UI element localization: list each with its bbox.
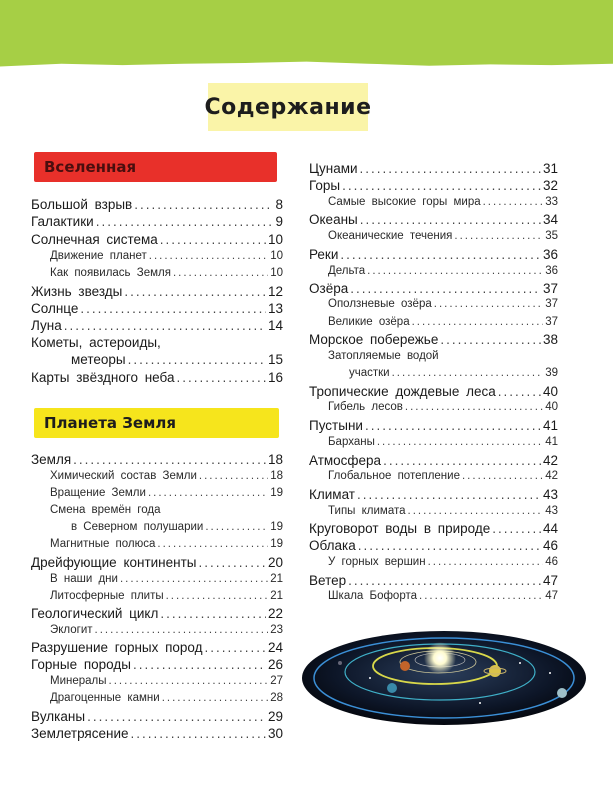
toc-entry	[31, 318, 283, 333]
toc-entry	[31, 470, 283, 482]
toc-page-number: 16	[267, 370, 283, 385]
toc-entry	[31, 214, 283, 229]
toc-entry-label: Галактики	[31, 214, 94, 229]
toc-entry-label: Вулканы	[31, 709, 86, 724]
toc-leader-dots	[357, 487, 541, 502]
toc-leader-dots	[173, 267, 268, 279]
toc-entry-label: Океаны	[309, 212, 358, 227]
toc-leader-dots	[149, 250, 268, 262]
toc-leader-dots	[87, 709, 266, 724]
toc-page-number: 42	[542, 453, 558, 468]
toc-entry	[31, 573, 283, 585]
toc-page-number: 37	[542, 281, 558, 296]
toc-page-number: 24	[267, 640, 283, 655]
toc-entry-label: метеоры	[71, 352, 126, 367]
toc-entry-label: Магнитные полюса	[50, 538, 156, 550]
page-title: Содержание	[204, 94, 372, 120]
toc-leader-dots	[160, 232, 266, 247]
toc-entry	[309, 573, 558, 588]
toc-page-number: 28	[270, 692, 283, 704]
toc-page-number: 47	[545, 590, 558, 602]
toc-page-number: 20	[267, 555, 283, 570]
toc-page-number: 10	[270, 267, 283, 279]
toc-leader-dots	[342, 178, 541, 193]
toc-leader-dots	[348, 573, 541, 588]
toc-entry	[309, 212, 558, 227]
toc-entry	[31, 504, 283, 516]
section-header-earth	[34, 408, 279, 438]
toc-leader-dots	[367, 265, 543, 277]
toc-entry-label: в Северном полушарии	[71, 521, 204, 533]
toc-leader-dots	[157, 538, 268, 550]
toc-page-number: 9	[275, 214, 283, 229]
section-header-universe	[34, 152, 277, 182]
toc-entry	[309, 298, 558, 310]
toc-entry-label: участки	[349, 367, 390, 379]
toc-entry-label: Эклогит	[50, 624, 93, 636]
toc-entry-label: В наши дни	[50, 573, 118, 585]
toc-entry-label: Пустыни	[309, 418, 363, 433]
toc-entry-label: Горы	[309, 178, 341, 193]
toc-entry-label: Атмосфера	[309, 453, 382, 468]
toc-entry	[309, 196, 558, 208]
toc-page-number: 37	[545, 316, 558, 328]
toc-entry-label: Ветер	[309, 573, 347, 588]
toc-leader-dots	[419, 590, 543, 602]
toc-leader-dots	[95, 624, 269, 636]
toc-leader-dots	[377, 436, 543, 448]
toc-entry-label: Самые высокие горы мира	[328, 196, 481, 208]
toc-entry	[31, 232, 283, 247]
toc-page-number: 29	[267, 709, 283, 724]
toc-leader-dots	[205, 640, 266, 655]
section-title: Планета Земля	[44, 414, 176, 432]
toc-leader-dots	[340, 247, 541, 262]
toc-leader-dots	[160, 606, 266, 621]
top-decorative-band	[0, 0, 613, 70]
toc-page-number: 18	[267, 452, 283, 467]
toc-entry	[31, 352, 283, 367]
toc-entry-label: Дельта	[328, 265, 366, 277]
toc-entry-label: Разрушение горных пород	[31, 640, 203, 655]
toc-entry	[31, 590, 283, 602]
toc-page-number: 38	[542, 332, 558, 347]
toc-entry-label: Солнце	[31, 301, 79, 316]
toc-page-number: 35	[545, 230, 558, 242]
toc-entry	[309, 436, 558, 448]
toc-leader-dots	[350, 281, 541, 296]
toc-entry	[31, 709, 283, 724]
toc-entry	[309, 265, 558, 277]
toc-leader-dots	[162, 692, 269, 704]
toc-entry-label: Цунами	[309, 161, 358, 176]
section-title: Вселенная	[44, 158, 137, 176]
toc-page-number: 34	[542, 212, 558, 227]
toc-entry-label: Морское побережье	[309, 332, 439, 347]
toc-entry	[309, 178, 558, 193]
toc-page-number: 33	[545, 196, 558, 208]
toc-entry-label: Затопляемые водой	[328, 350, 439, 362]
toc-entry	[309, 230, 558, 242]
toc-entry-label: Шкала Бофорта	[328, 590, 417, 602]
toc-leader-dots	[166, 590, 269, 602]
toc-page-number: 43	[542, 487, 558, 502]
toc-page-number: 19	[270, 538, 283, 550]
toc-page-number: 30	[267, 726, 283, 741]
toc-leader-dots	[498, 384, 541, 399]
toc-page-number: 27	[270, 675, 283, 687]
toc-page-number: 37	[545, 298, 558, 310]
toc-leader-dots	[360, 161, 541, 176]
toc-entry	[31, 521, 283, 533]
toc-leader-dots	[483, 196, 544, 208]
toc-entry-label: Глобальное потепление	[328, 470, 460, 482]
toc-entry	[31, 640, 283, 655]
toc-page-number: 8	[275, 197, 283, 212]
toc-leader-dots	[176, 370, 266, 385]
toc-leader-dots	[434, 298, 543, 310]
toc-page-number: 26	[267, 657, 283, 672]
toc-entry-label: Великие озёра	[328, 316, 410, 328]
toc-page-number: 46	[545, 556, 558, 568]
toc-leader-dots	[358, 538, 541, 553]
toc-entry-label: Озёра	[309, 281, 349, 296]
toc-entry-label: У горных вершин	[328, 556, 426, 568]
toc-entry	[309, 470, 558, 482]
toc-page-number: 39	[545, 367, 558, 379]
toc-entry	[309, 316, 558, 328]
toc-leader-dots	[408, 505, 544, 517]
toc-leader-dots	[96, 214, 274, 229]
toc-entry	[31, 726, 283, 741]
toc-leader-dots	[199, 470, 268, 482]
toc-leader-dots	[133, 657, 266, 672]
toc-page-number: 21	[270, 590, 283, 602]
toc-page-number: 42	[545, 470, 558, 482]
toc-page-number: 15	[267, 352, 283, 367]
toc-entry-label: Вращение Земли	[50, 487, 146, 499]
toc-entry	[309, 538, 558, 553]
toc-leader-dots	[199, 555, 266, 570]
toc-entry-label: Движение планет	[50, 250, 147, 262]
toc-page-number: 31	[542, 161, 558, 176]
toc-leader-dots	[365, 418, 541, 433]
toc-leader-dots	[128, 352, 266, 367]
toc-entry-label: Минералы	[50, 675, 107, 687]
toc-leader-dots	[109, 675, 269, 687]
toc-leader-dots	[392, 367, 544, 379]
toc-entry	[309, 247, 558, 262]
toc-page-number: 10	[267, 232, 283, 247]
toc-page-number: 47	[542, 573, 558, 588]
toc-page-number: 32	[542, 178, 558, 193]
toc-entry	[309, 505, 558, 517]
toc-entry-label: Океанические течения	[328, 230, 453, 242]
toc-page-number: 36	[545, 265, 558, 277]
toc-leader-dots	[405, 401, 543, 413]
toc-page-number: 19	[270, 487, 283, 499]
toc-leader-dots	[131, 726, 266, 741]
toc-page-number: 19	[270, 521, 283, 533]
toc-entry	[31, 370, 283, 385]
toc-entry-label: Дрейфующие континенты	[31, 555, 197, 570]
toc-entry-label: Тропические дождевые леса	[309, 384, 496, 399]
toc-entry	[309, 453, 558, 468]
toc-entry	[31, 335, 283, 350]
toc-entry-label: Гибель лесов	[328, 401, 403, 413]
page-title-box	[204, 83, 372, 131]
toc-entry-label: Оползневые озёра	[328, 298, 432, 310]
toc-entry	[31, 301, 283, 316]
toc-page-number: 40	[542, 384, 558, 399]
toc-entry	[309, 161, 558, 176]
toc-entry	[31, 675, 283, 687]
toc-entry-label: Землетрясение	[31, 726, 129, 741]
toc-entry-label: Солнечная система	[31, 232, 158, 247]
toc-leader-dots	[134, 197, 273, 212]
toc-page-number: 40	[545, 401, 558, 413]
toc-leader-dots	[428, 556, 544, 568]
toc-entry	[309, 487, 558, 502]
toc-page-number: 43	[545, 505, 558, 517]
toc-page-number: 10	[270, 250, 283, 262]
toc-page-number: 41	[545, 436, 558, 448]
toc-entry-label: Смена времён года	[50, 504, 161, 516]
toc-entry	[31, 538, 283, 550]
toc-entry	[309, 556, 558, 568]
toc-entry-label: Жизнь звезды	[31, 284, 123, 299]
toc-page-number: 13	[267, 301, 283, 316]
toc-entry-label: Карты звёздного неба	[31, 370, 175, 385]
toc-entry	[309, 521, 558, 536]
toc-page-number: 36	[542, 247, 558, 262]
toc-leader-dots	[412, 316, 544, 328]
toc-entry	[31, 692, 283, 704]
toc-entry-label: Большой взрыв	[31, 197, 133, 212]
toc-leader-dots	[120, 573, 268, 585]
toc-leader-dots	[64, 318, 266, 333]
toc-entry	[31, 284, 283, 299]
toc-entry-label: Кометы, астероиды,	[31, 335, 161, 350]
toc-entry	[309, 281, 558, 296]
toc-leader-dots	[454, 230, 543, 242]
toc-entry-label: Реки	[309, 247, 339, 262]
toc-entry	[31, 452, 283, 467]
toc-entry	[31, 555, 283, 570]
toc-entry	[309, 590, 558, 602]
toc-entry	[309, 384, 558, 399]
toc-page-number: 18	[270, 470, 283, 482]
toc-entry	[309, 401, 558, 413]
toc-entry	[309, 332, 558, 347]
toc-entry-label: Круговорот воды в природе	[309, 521, 491, 536]
toc-entry-label: Драгоценные камни	[50, 692, 160, 704]
toc-entry	[31, 197, 283, 212]
toc-page-number: 41	[542, 418, 558, 433]
toc-leader-dots	[148, 487, 268, 499]
toc-entry-label: Геологический цикл	[31, 606, 159, 621]
toc-entry-label: Облака	[309, 538, 356, 553]
toc-leader-dots	[462, 470, 543, 482]
toc-leader-dots	[205, 521, 268, 533]
toc-entry-label: Земля	[31, 452, 72, 467]
toc-leader-dots	[440, 332, 541, 347]
toc-entry	[309, 367, 558, 379]
solar-system-illustration	[300, 628, 588, 728]
toc-entry-label: Типы климата	[328, 505, 406, 517]
toc-leader-dots	[124, 284, 266, 299]
toc-leader-dots	[73, 452, 266, 467]
toc-entry-label: Луна	[31, 318, 62, 333]
toc-page-number: 22	[267, 606, 283, 621]
toc-entry	[31, 657, 283, 672]
toc-entry	[31, 250, 283, 262]
toc-leader-dots	[80, 301, 266, 316]
toc-entry-label: Литосферные плиты	[50, 590, 164, 602]
toc-page-number: 23	[270, 624, 283, 636]
toc-entry	[31, 267, 283, 279]
toc-leader-dots	[360, 212, 541, 227]
toc-leader-dots	[492, 521, 541, 536]
toc-entry-label: Как появилась Земля	[50, 267, 171, 279]
toc-entry	[31, 606, 283, 621]
toc-page-number: 21	[270, 573, 283, 585]
toc-entry-label: Климат	[309, 487, 355, 502]
toc-entry	[309, 418, 558, 433]
toc-entry	[309, 350, 558, 362]
toc-leader-dots	[383, 453, 541, 468]
toc-entry-label: Барханы	[328, 436, 375, 448]
toc-entry-label: Химический состав Земли	[50, 470, 197, 482]
toc-entry	[31, 487, 283, 499]
toc-page-number: 46	[542, 538, 558, 553]
toc-page-number: 44	[542, 521, 558, 536]
toc-entry	[31, 624, 283, 636]
toc-page-number: 14	[267, 318, 283, 333]
toc-page-number: 12	[267, 284, 283, 299]
toc-entry-label: Горные породы	[31, 657, 131, 672]
